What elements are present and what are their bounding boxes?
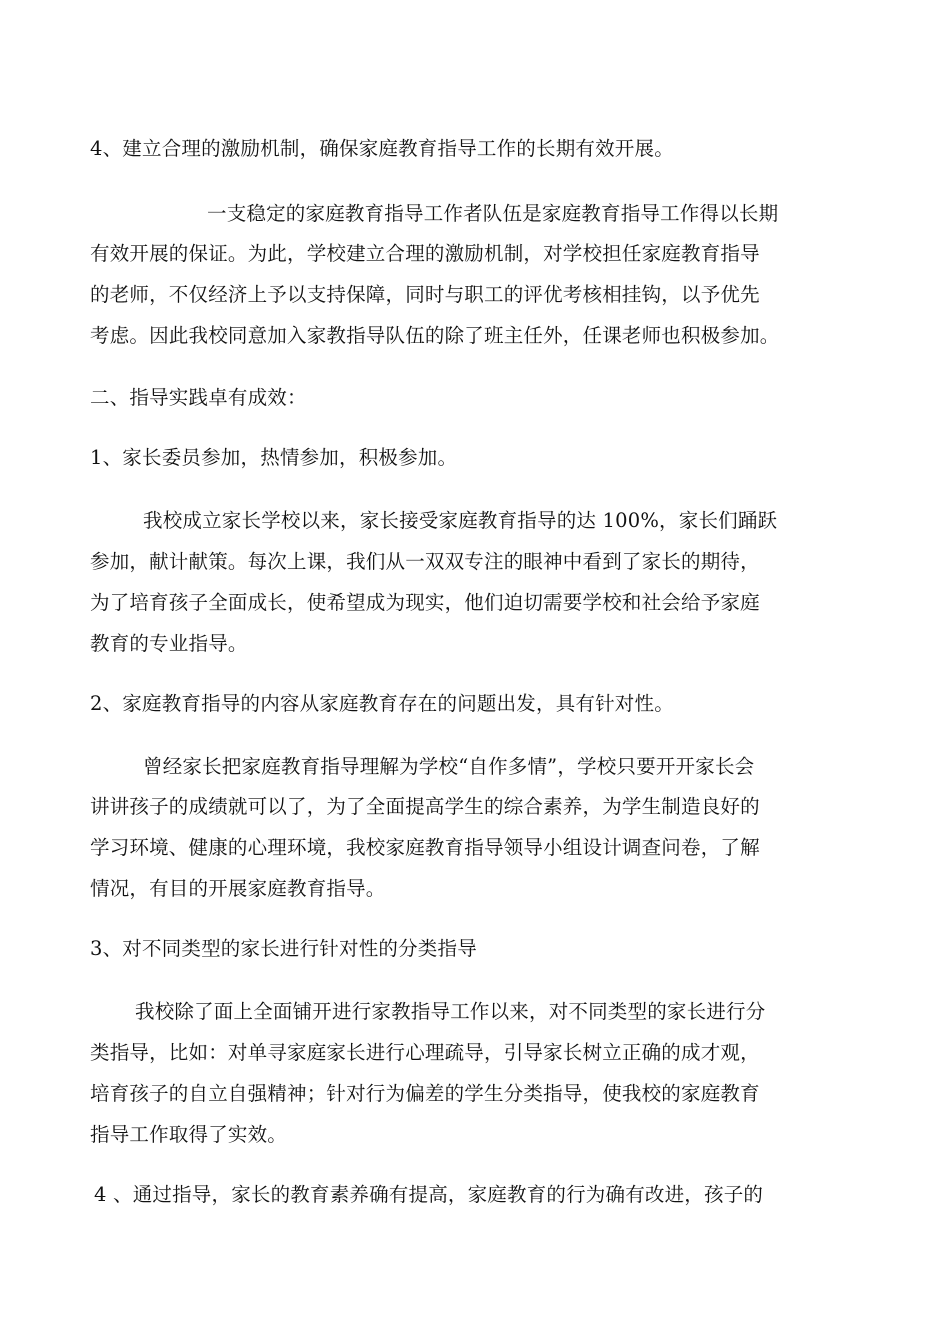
- paragraph-incentive-line-2: 有效开展的保证。为此，学校建立合理的激励机制，对学校担任家庭教育指导: [90, 242, 760, 265]
- paragraph-targeted-line-4: 情况，有目的开展家庭教育指导。: [90, 877, 386, 900]
- heading-classified-guidance: 3、对不同类型的家长进行针对性的分类指导: [90, 937, 477, 960]
- heading-incentive-mechanism: 4、建立合理的激励机制，确保家庭教育指导工作的长期有效开展。: [90, 137, 674, 160]
- paragraph-classified-line-3: 培育孩子的自立自强精神；针对行为偏差的学生分类指导，使我校的家庭教育: [90, 1082, 760, 1105]
- section-2-title: 二、指导实践卓有成效：: [90, 386, 307, 409]
- paragraph-targeted-line-2: 讲讲孩子的成绩就可以了，为了全面提高学生的综合素养，为学生制造良好的: [90, 795, 760, 818]
- paragraph-incentive-line-4: 考虑。因此我校同意加入家教指导队伍的除了班主任外，任课老师也积极参加。: [90, 324, 780, 347]
- paragraph-targeted-line-3: 学习环境、健康的心理环境，我校家庭教育指导领导小组设计调查问卷，了解: [90, 836, 760, 859]
- paragraph-participation-line-3: 为了培育孩子全面成长，使希望成为现实，他们迫切需要学校和社会给予家庭: [90, 591, 760, 614]
- paragraph-classified-line-4: 指导工作取得了实效。: [90, 1123, 288, 1146]
- heading-parent-participation: 1、家长委员参加，热情参加，积极参加。: [90, 446, 458, 469]
- paragraph-participation-line-2: 参加，献计献策。每次上课，我们从一双双专注的眼神中看到了家长的期待，: [90, 550, 760, 573]
- paragraph-participation-line-1: 我校成立家长学校以来，家长接受家庭教育指导的达 100%，家长们踊跃: [143, 509, 778, 532]
- paragraph-targeted-line-1: 曾经家长把家庭教育指导理解为学校“自作多情”，学校只要开开家长会: [143, 755, 755, 778]
- paragraph-incentive-line-3: 的老师，不仅经济上予以支持保障，同时与职工的评优考核相挂钩，以予优先: [90, 283, 760, 306]
- heading-parent-literacy-improved: 4 、通过指导，家长的教育素养确有提高，家庭教育的行为确有改进，孩子的: [94, 1183, 764, 1206]
- heading-targeted-content: 2、家庭教育指导的内容从家庭教育存在的问题出发，具有针对性。: [90, 692, 674, 715]
- paragraph-classified-line-2: 类指导，比如：对单寻家庭家长进行心理疏导，引导家长树立正确的成才观，: [90, 1041, 760, 1064]
- paragraph-incentive-line-1: 一支稳定的家庭教育指导工作者队伍是家庭教育指导工作得以长期: [207, 202, 779, 225]
- paragraph-classified-line-1: 我校除了面上全面铺开进行家教指导工作以来，对不同类型的家长进行分: [135, 1000, 766, 1023]
- paragraph-participation-line-4: 教育的专业指导。: [90, 632, 248, 655]
